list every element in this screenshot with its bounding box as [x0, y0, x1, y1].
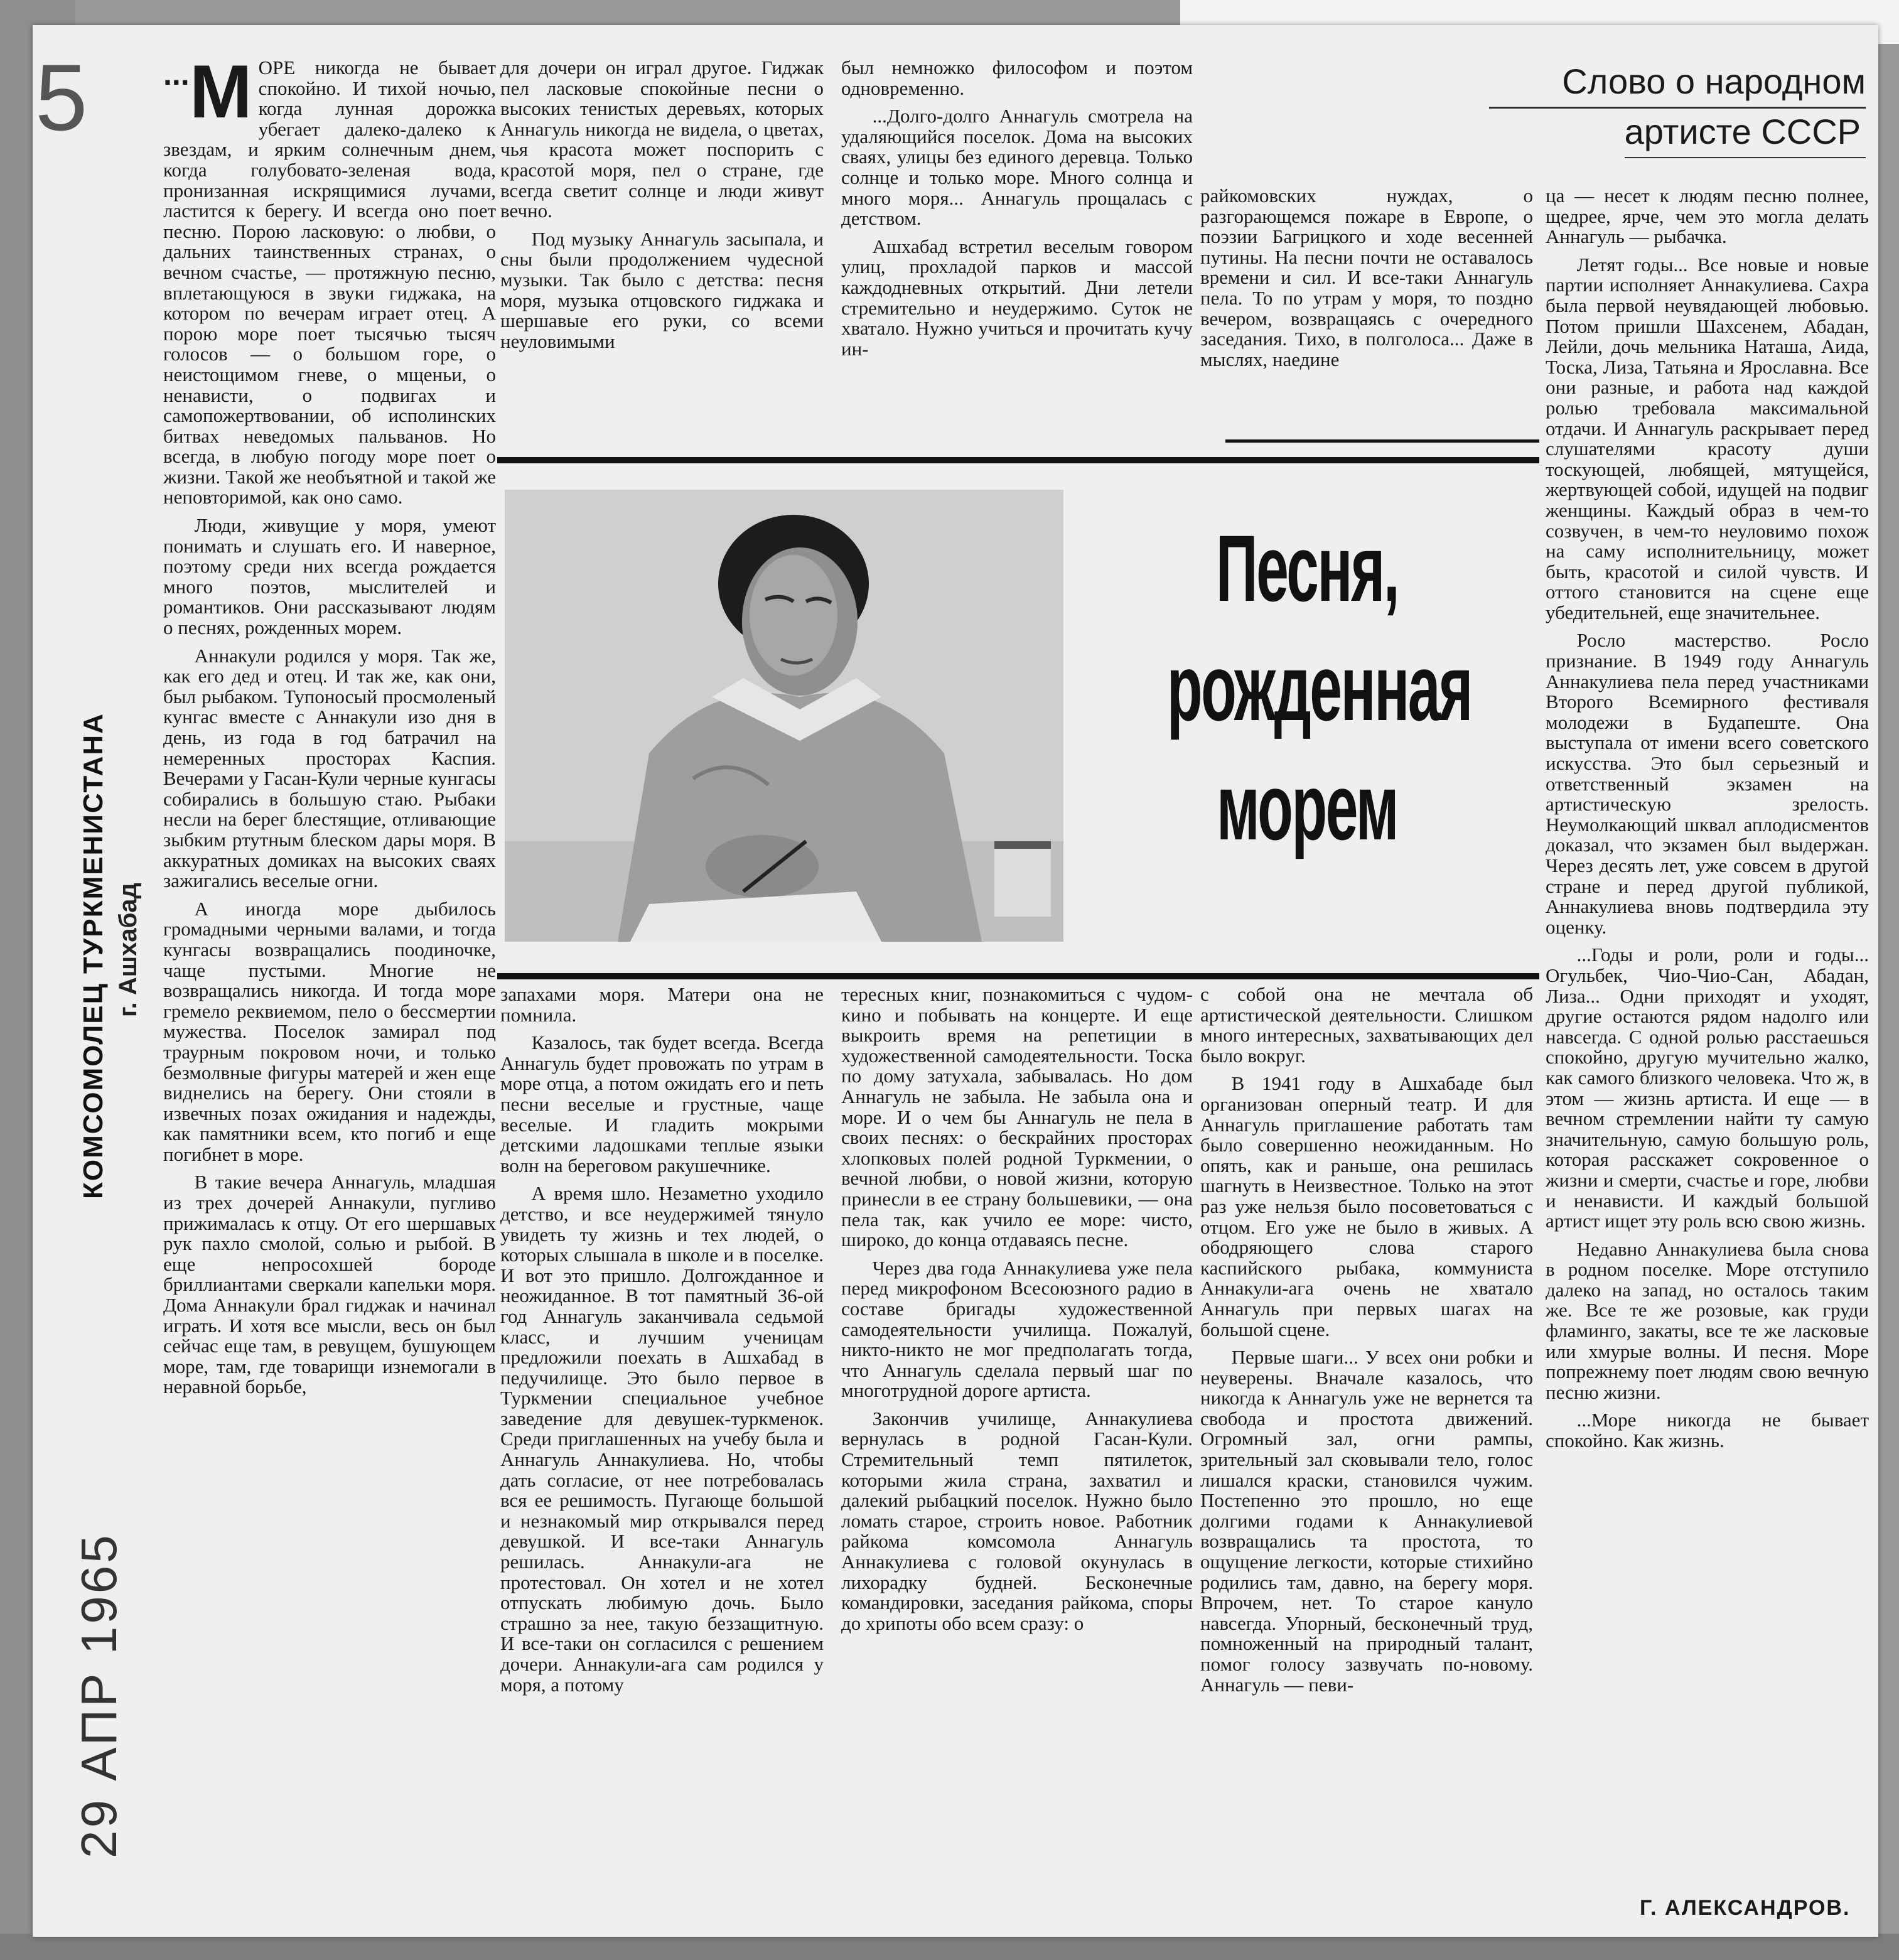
paragraph: В 1941 году в Ашхабаде был организован оперный театр. И для Аннагуль приглашение работать там было совершенно неожиданным. Но опять, как и раньше, она решилась шагнуть в Неизвестное. Только на этот раз уже нельзя было посоветоваться с отцом. Его уже не было в живых. А ободряющего слова старого каспийского рыбака, коммуниста Аннакули-ага очень не хватало Аннагуль при первых шагах на большой сцене. [1200, 1072, 1533, 1340]
rubric-underline [1489, 107, 1866, 109]
paragraph: Аннакули родился у моря. Так же, как его дед и отец. И так же, как они, был рыбаком. Тупоносый просмоленый кунгас вместе с Аннакули изо дня в день, из года в год батрачил на немеренных просторах Каспия. Вечерами у Гасан-Кули черные кунгасы собирались в большую стаю. Рыбаки несли на берег блестящие, отливающие зыбким ртутным блеском дары моря. В аккуратных домиках на высоких сваях зажигались веселые огни. [163, 644, 496, 892]
headline-line-3: морем [1216, 754, 1398, 859]
headline-rule-top [497, 457, 1539, 463]
article-headline [1166, 509, 1471, 866]
clipping-margin [33, 25, 158, 1937]
paragraph: Ашхабад встретил веселым говором улиц, прохладой парков и массой каждодневных открытий. Дни летели стремительно и неудержимо. Суток не хватало. Нужно учиться и прочитать кучу ин- [841, 235, 1193, 360]
article-column-3-bottom [841, 984, 1193, 1634]
article-column-4-top [1200, 186, 1533, 370]
paragraph: Росло мастерство. Росло признание. В 1949 году Аннагуль Аннакулиева пела перед участниками Второго Всемирного фестиваля молодежи в Будапеште. Она выступала от имени всего советского искусства. Это был серьезный и ответственный экзамен на артистическую зрелость. Неумолкающий шквал аплодисментов доказал, что экзамен был выдержан. Через десять лет, уже совсем в другой стране и перед другой публикой, Аннакулиева вновь подтвердила эту оценку. [1546, 629, 1869, 938]
headline-line-1: Песня, [1215, 515, 1399, 621]
paragraph: ца — несет к людям песню полнее, щедрее, ярче, чем это могла делать Аннагуль — рыбачка. [1546, 185, 1869, 248]
paragraph: Под музыку Аннагуль засыпала, и сны были продолжением чудесной музыки. Так было с детства: песня моря, музыка отцовского гиджака и шершавые его руки, со всеми неуловимыми [500, 227, 824, 352]
paragraph: Закончив училище, Аннакулиева вернулась в родной Гасан-Кули. Стремительный темп пятилеток, которыми жила страна, захватил и далекий рыбацкий поселок. Нужно было ломать старое, строить новое. Работник райкома комсомола Аннагуль Аннакулиева с головой окунулась в лихорадку будней. Бесконечные командировки, заседания райкома, споры до хрипоты обо всем сразу: о [841, 1407, 1193, 1634]
newspaper-clipping [33, 25, 1878, 1937]
article-column-5 [1546, 186, 1869, 1451]
newspaper-city: г. Ашхабад [114, 883, 142, 1017]
rubric-line-2: артисте СССР [1625, 107, 1866, 158]
paragraph: А иногда море дыбилось громадными черными валами, и тогда кунгасы возвращались поодиночке, чаще пустыми. Многие не возвращались никогда. И тогда море гремело реквиемом, пело о бессмертии мужества. Поселок замирал под траурным покровом ночи, и только безмолвные фигуры матерей и жен еще виднелись на берегу. Они стояли в извечных позах ожидания и надежды, как памятники всем, кто погиб и еще погибнет в море. [163, 897, 496, 1165]
paragraph: Казалось, так будет всегда. Всегда Аннагуль будет провожать по утрам в море отца, а потом ожидать его и петь песни веселые и грустные, чаще веселые. И гладить мокрыми детскими ладошками теплые языки волн на береговом ракушечнике. [500, 1031, 824, 1177]
author-signature: Г. АЛЕКСАНДРОВ. [1640, 1896, 1851, 1920]
date-stamp: 29 АПР 1965 [71, 1532, 127, 1858]
paragraph: для дочери он играл другое. Гиджак пел ласковые спокойные песни о высоких тенистых деревьях, которых Аннагуль никогда не видела, о цветах, чья красота может поспорить с красотой моря, пел о стране, где всегда светит солнце и люди живут вечно. [500, 57, 824, 222]
paragraph: тересных книг, познакомиться с чудом-кино и побывать на концерте. И еще выкроить время на репетиции в художественной самодеятельности. Тоска по дому затухала, забывалась. Но дом Аннагуль не забыла. Не забыла она и море. И о чем бы Аннагуль не пела в своих песнях: о бескрайних просторах хлопковых полей родной Туркмении, о вечной любви, о новой жизни, которую принесли в ее страну большевики, — она пела так, как учило ее море: чисто, широко, до конца отдаваясь песне. [841, 983, 1193, 1251]
headline-line-2: рожденная [1166, 635, 1471, 740]
paragraph: Люди, живущие у моря, умеют понимать и слушать его. И наверное, поэтому среди них всегда рождается много поэтов, мыслителей и романтиков. Они рассказывают людям о песнях, рожденных морем. [163, 514, 496, 639]
paragraph: был немножко философом и поэтом одновременно. [841, 57, 1193, 99]
paragraph: В такие вечера Аннагуль, младшая из трех дочерей Аннакули, пугливо прижималась к отцу. От его шершавых рук пахло смолой, солью и рыбой. В еще непросохшей бороде бриллиантами сверкали капельки моря. Дома Аннакули брал гиджак и начинал играть. И хотя все мысли, весь он был сейчас еще там, в ревущем, бушующем море, там, где товарищи изнемогали в неравной борьбе, [163, 1171, 496, 1398]
article-column-1 [163, 50, 496, 1398]
article-column-4-bottom [1200, 984, 1533, 1695]
article-column-2-bottom [500, 984, 824, 1695]
drop-cap: ...М [163, 50, 252, 134]
paragraph: ...Долго-долго Аннагуль смотрела на удаляющийся поселок. Дома на высоких сваях, улицы без единого деревца. Только солнце и только море. Много солнца и много моря... Аннагуль прощалась с детством. [841, 105, 1193, 230]
paragraph: А время шло. Незаметно уходило детство, и все неудержимей тянуло увидеть ту жизнь и тех людей, о которых слышала в школе и в поселке. И вот это пришло. Долгожданное и неожиданное. В тот памятный 36-ой год Аннагуль заканчивала седьмой класс, и лучшим ученицам предложили поехать в Ашхабад в педучилище. Это было первое в Туркмении специальное учебное заведение для девушек-туркменок. Среди приглашенных на учебу была и Аннагуль Аннакулиева. Но, чтобы дать согласие, от нее потребовалась вся ее решимость. Пугающе большой и незнакомый мир открывался перед девушкой. И все-таки Аннагуль решилась. Аннакули-ага не протестовал. Он хотел и не хотел отпускать любимую дочь. Было страшно за нее, такую беззащитную. И все-таки он согласился с решением дочери. Аннакули-ага сам родился у моря, а потому [500, 1182, 824, 1696]
paragraph: Летят годы... Все новые и новые партии исполняет Аннакулиева. Сахра была первой неувядающей любовью. Потом пришли Шахсенем, Абадан, Лейли, дочь мельника Наташа, Аида, Тоска, Лиза, Татьяна и Ярославна. Все они разные, и работа над каждой ролью требовала максимальной отдачи. И Аннагуль раскрывает перед слушателями красоту души тоскующей, любящей, мятущейся, жертвующей собой, идущей на подвиг женщины. Каждый образ в чем-то созвучен, в чем-то неуловимо похож на саму исполнительницу, может быть, красотой и силой чувств. И оттого становится на сцене еще убедительней, еще значительнее. [1546, 253, 1869, 623]
rubric-line-1: Слово о народном [1562, 62, 1866, 101]
article-column-2-top [500, 58, 824, 352]
paragraph: Через два года Аннакулиева уже пела перед микрофоном Всесоюзного радио в составе бригады художественной самодеятельности училища. Пожалуй, никто-никто не мог предполагать тогда, что Аннагуль сделала первый шаг по многотрудной дороге артиста. [841, 1256, 1193, 1402]
paragraph: райкомовских нуждах, о разгорающемся пожаре в Европе, о поэзии Багрицкого и ходе весенней путины. На песни почти не оставалось времени и сил. И все-таки Аннагуль пела. То по утрам у моря, то поздно вечером, возвращаясь с очередного заседания. Тихо, в полголоса... Даже в мыслях, наедине [1200, 185, 1533, 370]
newspaper-name: КОМСОМОЛЕЦ ТУРКМЕНИСТАНА [78, 713, 109, 1199]
paragraph: ...Годы и роли, роли и годы... Огульбек, Чио-Чио-Сан, Абадан, Лиза... Одни приходят и уходят, другие остаются рядом надолго или навсегда. С одной ролью расстаешься спокойно, другую мучительно жалко, как самого близкого человека. Что ж, в этом — жизнь артиста. И еще — в вечном стремлении найти ту самую значительную, самую большую роль, которая расскажет сокровенное о жизни и смерти, счастье и горе, любви и ненависти. И каждый большой артист ищет эту роль всю свою жизнь. [1546, 944, 1869, 1232]
paragraph: с собой она не мечтала об артистической деятельности. Слишком много интересных, захватывающих дел было вокруг. [1200, 983, 1533, 1067]
headline-rule-bottom [497, 973, 1539, 979]
paragraph: Первые шаги... У всех они робки и неуверены. Вначале казалось, что никогда к Аннагуль уже не вернется та свобода и простота движений. Огромный зал, огни рампы, зрительный зал сковывали тело, голос лишался краски, становился чужим. Постепенно это прошло, но еще долгими годами к Аннакулиевой возвращались та простота, то ощущение легкости, которые стихийно родились там, давно, на берегу моря. Впрочем, нет. То старое кануло навсегда. Упорный, бесконечный труд, помноженный на природный талант, помог голосу зазвучать по-новому. Аннагуль — певи- [1200, 1346, 1533, 1696]
column-rule [1225, 439, 1539, 443]
paragraph: ...М ОРЕ никогда не бывает спокойно. И тихой ночью, когда лунная дорожка убегает далеко-далеко к звездам, и ярким солнечным днем, когда голубовато-зеленая вода, пронизанная искрящимися лучами, ластится к берегу. И всегда оно поет песню. Порою ласковую: о любви, о дальних таинственных странах, о вечном счастье, — протяжную песню, вплетающуюся в звуки гиджака, на котором по вечерам играет отец. А порою море поет тысячью тысяч голосов — о большом горе, о неистощимом гневе, о мщеньи, о ненависти, о подвигах и самопожертвовании, об исполинских битвах неведомых пальванов. Но всегда, в любую погоду море поет о жизни. Такой же необъятной и такой же неповторимой, как оно само. [163, 50, 496, 509]
portrait-photo [505, 490, 1063, 942]
portrait-illustration [505, 490, 1063, 942]
paragraph: запахами моря. Матери она не помнила. [500, 983, 824, 1026]
paragraph: Недавно Аннакулиева была снова в родном поселке. Море отступило далеко на запад, но осталось таким же. Все те же розовые, как груди фламинго, закаты, все те же ласковые или хмурые волны. И песня. Море попрежнему поет людям свою вечную песню жизни. [1546, 1237, 1869, 1403]
handwritten-number: 5 [35, 45, 88, 150]
background-bottom [0, 1934, 1899, 1960]
paragraph: ...Море никогда не бывает спокойно. Как жизнь. [1546, 1409, 1869, 1452]
article-column-3-top [841, 58, 1193, 359]
